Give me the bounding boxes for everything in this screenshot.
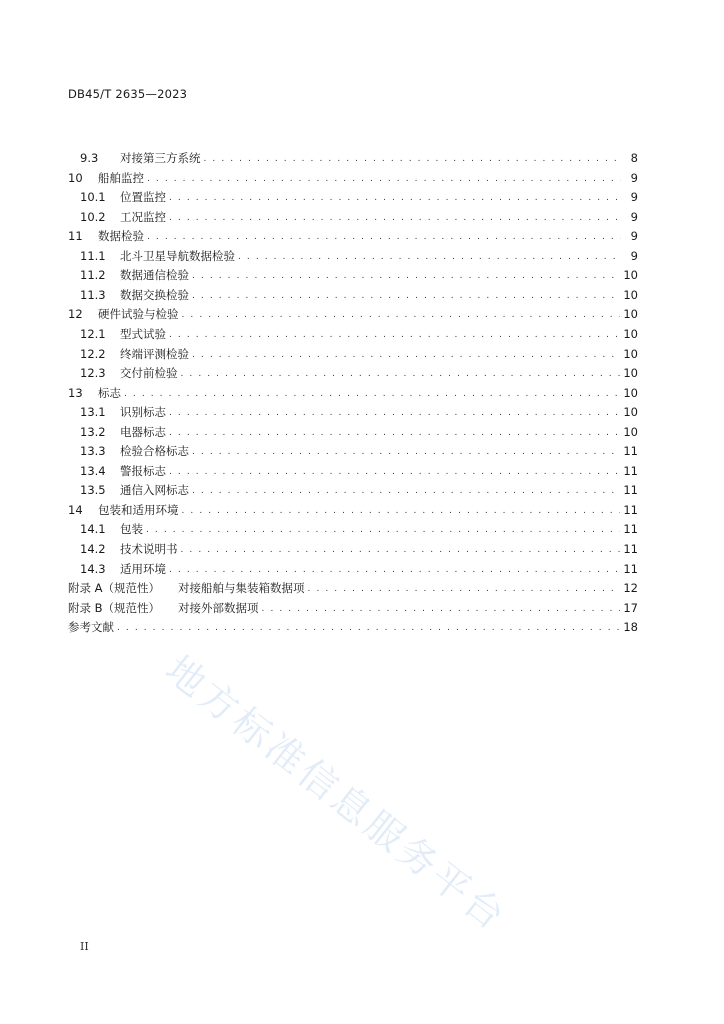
toc-entry-page: 11	[623, 483, 638, 498]
toc-entry-title: 包装和适用环境	[98, 502, 179, 517]
dot-leader	[192, 347, 620, 363]
toc-entry[interactable]	[80, 443, 638, 459]
toc-entry-page: 10	[623, 405, 638, 420]
dot-leader	[124, 386, 620, 402]
dot-leader	[147, 229, 621, 245]
toc-entry-title: 警报标志	[120, 463, 166, 478]
dot-leader	[169, 190, 621, 206]
toc-entry-number: 12.1	[80, 326, 106, 341]
toc-entry-number: 14.3	[80, 561, 106, 576]
toc-entry-title: 型式试验	[120, 326, 166, 341]
toc-entry-title: 船舶监控	[98, 170, 144, 185]
dot-leader	[192, 444, 620, 460]
toc-entry-page: 11	[623, 444, 638, 459]
toc-entry-page: 11	[623, 522, 638, 537]
dot-leader	[192, 268, 620, 284]
toc-entry-number: 12.2	[80, 346, 106, 361]
toc-entry[interactable]	[80, 521, 638, 537]
toc-entry-page: 9	[630, 190, 638, 205]
toc-entry-title: 包装	[120, 522, 143, 537]
toc-entry-title: 技术说明书	[120, 542, 178, 556]
toc-entry-page: 9	[630, 248, 638, 263]
toc-entry-title: 数据通信检验	[120, 268, 189, 283]
dot-leader	[169, 425, 620, 441]
toc-entry-number: 11.2	[80, 268, 106, 283]
toc-entry-page: 11	[623, 542, 638, 556]
toc-entry-title: 对接船舶与集装箱数据项	[178, 581, 305, 596]
toc-entry-page: 10	[623, 307, 638, 322]
toc-entry-number: 14.2	[80, 542, 106, 556]
dot-leader	[182, 307, 621, 323]
dot-leader	[169, 327, 620, 343]
toc-entry-title: 电器标志	[120, 424, 166, 439]
toc-entry-page: 10	[623, 326, 638, 341]
toc-entry-number: 13.3	[80, 444, 106, 459]
toc-entry-page: 11	[623, 561, 638, 576]
toc-entry-number: 13	[68, 385, 83, 400]
dot-leader	[192, 288, 620, 304]
toc-entry-page: 10	[623, 268, 638, 283]
dot-leader	[169, 405, 620, 421]
dot-leader	[169, 464, 620, 480]
toc-entry-page: 17	[623, 600, 638, 615]
toc-entry[interactable]	[68, 170, 638, 186]
page-number: II	[80, 940, 89, 953]
dot-leader	[117, 620, 620, 636]
toc-entry-page: 9	[630, 170, 638, 185]
toc-entry-number: 13.4	[80, 463, 106, 478]
toc-entry[interactable]	[80, 365, 638, 381]
toc-entry-number: 12	[68, 307, 83, 322]
dot-leader	[192, 483, 620, 499]
toc-entry-number: 11.1	[80, 248, 106, 263]
toc-entry[interactable]	[80, 248, 638, 264]
toc-entry-title: 数据检验	[98, 229, 144, 244]
toc-entry[interactable]	[80, 561, 638, 577]
toc-entry-number: 13.5	[80, 483, 106, 498]
toc-entry-title: 对接第三方系统	[120, 151, 201, 165]
toc-entry[interactable]	[80, 346, 638, 362]
toc-entry-title: 北斗卫星导航数据检验	[120, 248, 235, 263]
watermark: 地方标准信息服务平台	[157, 647, 516, 941]
toc-entry[interactable]	[80, 463, 638, 479]
dot-leader	[308, 581, 621, 597]
toc-entry[interactable]	[80, 424, 638, 440]
toc-entry-number: 12.3	[80, 366, 106, 381]
toc-entry-number: 11.3	[80, 287, 106, 302]
document-code: DB45/T 2635—2023	[68, 87, 188, 101]
toc-entry-number: 10	[68, 170, 83, 185]
toc-entry-page: 12	[623, 581, 638, 596]
dot-leader	[182, 503, 621, 519]
toc-entry-page: 10	[623, 346, 638, 361]
dot-leader	[181, 366, 621, 382]
toc-entry[interactable]	[80, 267, 638, 283]
toc-entry-number: 13.2	[80, 424, 106, 439]
dot-leader	[169, 562, 620, 578]
toc-entry[interactable]	[68, 228, 638, 244]
toc-entry[interactable]	[80, 209, 638, 225]
toc-entry-number: 14	[68, 502, 83, 517]
toc-entry-page: 8	[630, 151, 638, 165]
toc-entry-page: 10	[623, 424, 638, 439]
toc-entry-title: 识别标志	[120, 405, 166, 420]
dot-leader	[262, 601, 621, 617]
toc-entry[interactable]	[80, 189, 638, 205]
toc-entry-number: 11	[68, 229, 83, 244]
toc-entry-title: 标志	[98, 385, 121, 400]
toc-entry-page: 10	[623, 366, 638, 381]
toc-entry[interactable]	[68, 306, 638, 322]
toc-entry-title: 适用环境	[120, 561, 166, 576]
toc-entry[interactable]	[68, 580, 638, 596]
toc-entry-page: 10	[623, 287, 638, 302]
toc-entry[interactable]	[68, 385, 638, 401]
toc-entry-page: 9	[630, 229, 638, 244]
toc-entry[interactable]	[80, 150, 638, 166]
dot-leader	[169, 210, 621, 226]
toc-entry-title: 参考文献	[68, 620, 114, 635]
dot-leader	[147, 171, 621, 187]
toc-entry[interactable]	[80, 326, 638, 342]
toc-entry-title: 检验合格标志	[120, 444, 189, 459]
toc-entry-number: 9.3	[80, 151, 99, 165]
dot-leader	[146, 522, 620, 538]
toc-entry[interactable]	[80, 482, 638, 498]
toc-entry-number: 14.1	[80, 522, 106, 537]
toc-entry-number: 10.1	[80, 190, 106, 205]
toc-entry[interactable]	[68, 502, 638, 518]
toc-entry-title: 数据交换检验	[120, 287, 189, 302]
toc-entry[interactable]	[80, 404, 638, 420]
toc-entry-title: 硬件试验与检验	[98, 307, 179, 322]
toc-entry-title: 对接外部数据项	[178, 600, 259, 615]
toc-entry[interactable]	[80, 287, 638, 303]
toc-entry-number: 附录 A（规范性）	[68, 581, 161, 596]
toc-entry-page: 9	[630, 209, 638, 224]
toc-entry-page: 11	[623, 502, 638, 517]
dot-leader	[204, 151, 622, 167]
toc-entry[interactable]	[80, 541, 638, 557]
toc-entry-page: 10	[623, 385, 638, 400]
toc-entry-title: 交付前检验	[120, 366, 178, 381]
toc-entry-number: 13.1	[80, 405, 106, 420]
dot-leader	[238, 249, 621, 265]
toc-entry-title: 通信入网标志	[120, 483, 189, 498]
toc-entry-page: 18	[623, 620, 638, 635]
toc-entry-number: 附录 B（规范性）	[68, 600, 161, 615]
dot-leader	[181, 542, 621, 558]
toc-entry-page: 11	[623, 463, 638, 478]
toc-entry[interactable]	[68, 600, 638, 616]
toc-entry-number: 10.2	[80, 209, 106, 224]
toc-entry-title: 工况监控	[120, 209, 166, 224]
toc-entry-title: 位置监控	[120, 190, 166, 205]
toc-entry[interactable]	[68, 619, 638, 635]
toc-entry-title: 终端评测检验	[120, 346, 189, 361]
